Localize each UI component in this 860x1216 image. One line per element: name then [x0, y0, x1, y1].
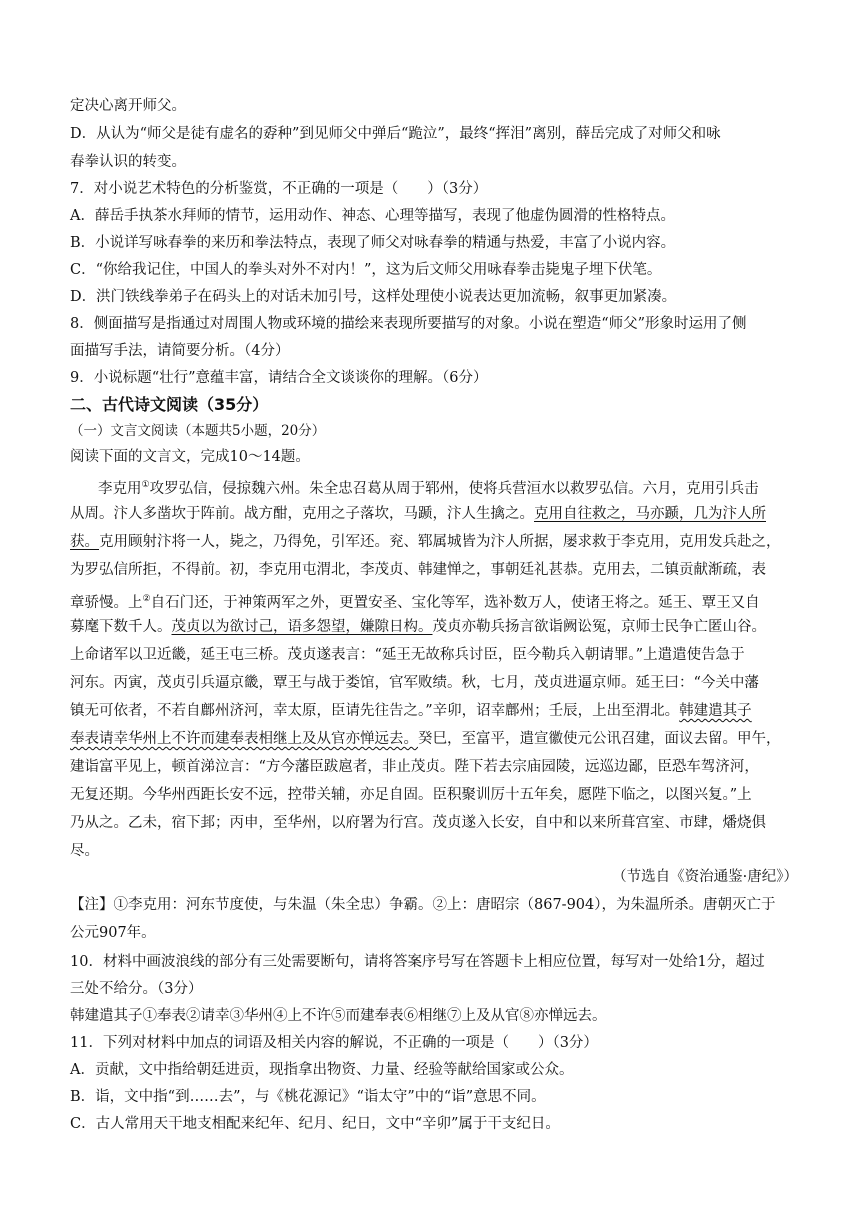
question-7-option-c: C．“你给我记住，中国人的拳头对外不对内！”，这为后文师父用咏春拳击毙鬼子埋下伏笔。: [70, 262, 662, 278]
footnote-marker-1: ①: [141, 480, 150, 490]
passage-line-11: 建诣富平见上，顿首涕泣言：“方今藩臣跋扈者，非止茂贞。陛下若去宗庙园陵，远巡边鄙，臣恐车驾济河，: [70, 759, 759, 775]
question-8-line1: 8．侧面描写是指通过对周围人物或环境的描绘来表现所要描写的对象。小说在塑造“师父”形象时运用了侧: [70, 316, 747, 332]
question-8-line2: 面描写手法，请简要分析。（4分）: [70, 343, 290, 359]
note-line-2: 公元907年。: [70, 925, 156, 941]
wavy-underlined-text: 韩建遣其子: [679, 703, 752, 719]
question-7-option-b: B．小说详写咏春拳的来历和拳法特点，表现了师父对咏春拳的精通与热爱，丰富了小说内容。: [70, 235, 676, 251]
passage-text: 癸巳，至富平，遣宣徽使元公讯召建，面议去留。甲午，: [418, 731, 781, 747]
passage-line-7: 上命诸军以卫近畿，延王屯三桥。茂贞遂表言：“延王无故称兵讨臣，臣今勒兵入朝请罪。”上遣遣使告急于: [70, 647, 745, 663]
option-c-continued: 定决心离开师父。: [70, 98, 186, 114]
subsection-title: （一）文言文阅读（本题共5小题，20分）: [70, 423, 326, 439]
question-10-line1: 10．材料中画波浪线的部分有三处需要断句，请将答案序号写在答题卡上相应位置，每写对一处给1分，超过: [70, 954, 765, 970]
passage-line-13: 乃从之。乙未，宿下邽；丙申，至华州，以府署为行宫。茂贞遂入长安，自中和以来所葺宫室、市肆，燔烧俱: [70, 815, 766, 831]
question-7: 7．对小说艺术特色的分析鉴赏，不正确的一项是（ ）（3分）: [70, 181, 488, 197]
passage-line-5: [70, 589, 798, 613]
question-11-option-b: B．诣，文中指“到……去”，与《桃花源记》“诣太守”中的“诣”意思不同。: [70, 1089, 546, 1105]
underlined-sentence-2: 茂贞以为欲讨己，语多怨望，嫌隙日构。: [171, 619, 433, 635]
passage-text: 克用顾射汴将一人，毙之，乃得免，引军还。兖、郓属城皆为汴人所据，屡求救于李克用，克用发兵赴之，: [99, 534, 781, 550]
option-d-line1: D．从认为“师父是徒有虚名的孬种”到见师父中弹后“跪泣”，最终“挥泪”离别，薛岳完成了对师父和咏: [70, 126, 721, 142]
question-11-option-c: C．古人常用天干地支相配来纪年、纪月、纪日，文中“辛卯”属于干支纪日。: [70, 1116, 560, 1132]
underlined-sentence-1-end: 获。: [70, 534, 99, 550]
question-7-option-d: D．洪门铁线拳弟子在码头上的对话未加引号，这样处理使小说表达更加流畅，叙事更加紧凑。: [70, 289, 677, 305]
question-10-line2: 三处不给分。（3分）: [70, 981, 203, 997]
passage-instruction: 阅读下面的文言文，完成10～14题。: [70, 449, 310, 465]
passage-line-12: 无复还期。今华州西距长安不远，控带关辅，亦足自固。臣积聚训厉十五年矣，愿陛下临之，以图兴复。”上: [70, 787, 752, 803]
section-title: 二、古代诗文阅读（35分）: [70, 395, 269, 414]
question-10-sentence: 韩建遣其子①奉表②请幸③华州④上不许⑤而建奉表⑥相继⑦上及从官⑧亦惮远去。: [70, 1008, 607, 1024]
question-11: 11．下列对材料中加点的词语及相关内容的解说，不正确的一项是（ ）（3分）: [70, 1035, 598, 1051]
footnote-marker-2: ②: [142, 594, 151, 604]
passage-line-6: [70, 617, 798, 637]
passage-text: 茂贞亦勒兵扬言欲诣阙讼冤，京师士民争亡匿山谷。: [432, 619, 766, 635]
passage-line-1: [98, 475, 798, 499]
passage-line-8: 河东。丙寅，茂贞引兵逼京畿，覃王与战于娄馆，官军败绩。秋，七月，茂贞进逼京师。延王曰：“今关中藩: [70, 675, 759, 691]
passage-line-14: 尽。: [70, 843, 99, 859]
passage-line-3: [70, 532, 798, 552]
question-11-option-a: A．贡献，文中指给朝廷进贡，现指拿出物资、力量、经验等献给国家或公众。: [70, 1062, 574, 1078]
passage-text: 从周。汴人多凿坎于阵前。战方酣，克用之子落坎，马踬，汴人生擒之。: [70, 506, 534, 522]
note-line-1: 【注】①李克用：河东节度使，与朱温（朱全忠）争霸。②上：唐昭宗（867-904），为朱温所杀。唐朝灭亡于: [70, 897, 776, 913]
question-9: 9．小说标题“壮行”意蕴丰富，请结合全文谈谈你的理解。（6分）: [70, 370, 488, 386]
passage-line-10: [70, 729, 798, 749]
passage-text: 募麾下数千人。: [70, 619, 172, 635]
passage-text: 镇无可依者，不若自鄜州济河，幸太原，臣请先往告之。”辛卯，诏幸鄜州；壬辰，上出至渭北。: [70, 703, 680, 719]
option-d-line2: 春拳认识的转变。: [70, 154, 186, 170]
wavy-underlined-text: 奉表请幸华州上不许而建奉表相继上及从官亦惮远去。: [70, 731, 418, 747]
passage-text: 章骄慢。上: [70, 594, 143, 611]
question-7-option-a: A．薛岳手执茶水拜师的情节，运用动作、神态、心理等描写，表现了他虚伪圆滑的性格特点。: [70, 208, 675, 224]
passage-text: 李克用: [98, 480, 142, 497]
passage-text: 自石门还，于神策两军之外，更置安圣、宝化等军，选补数万人，使诸王将之。延王、覃王又自: [150, 594, 760, 611]
passage-line-9: [70, 701, 798, 721]
passage-text: 攻罗弘信，侵掠魏六州。朱全忠召葛从周于郓州，使将兵营洹水以救罗弘信。六月，克用引兵击: [149, 480, 759, 497]
underlined-sentence-1: 克用自往救之，马亦踬，几为汴人所: [534, 506, 766, 522]
passage-line-4: 为罗弘信所拒，不得前。初，李克用屯渭北，李茂贞、韩建惮之，事朝廷礼甚恭。克用去，二镇贡献渐疏，表: [70, 562, 766, 578]
passage-source: （节选自《资治通鉴·唐纪》）: [612, 869, 798, 885]
passage-line-2: [70, 504, 798, 524]
